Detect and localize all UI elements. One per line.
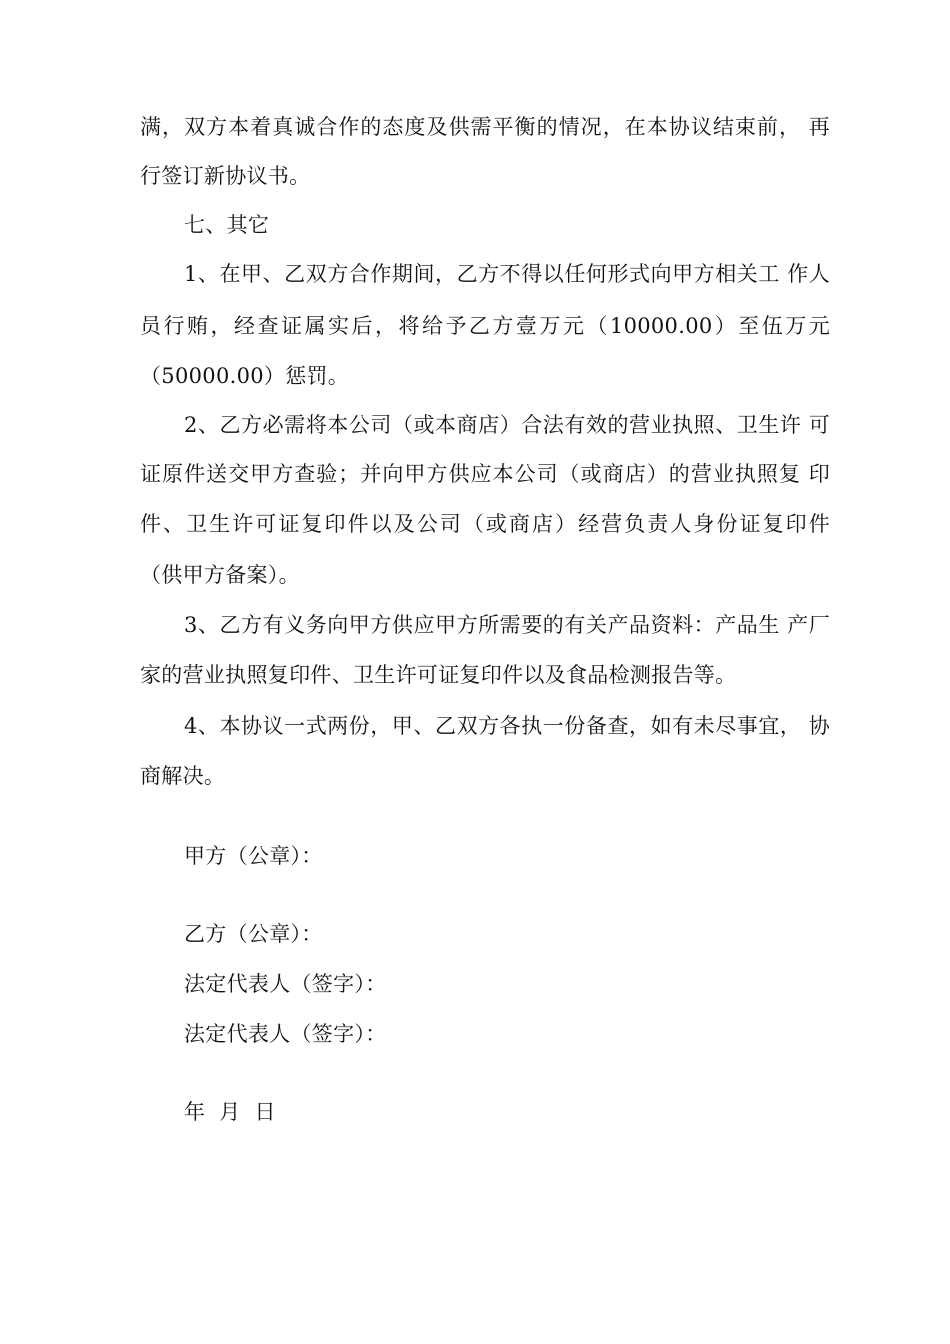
paragraph-line: 商解决。 <box>140 764 226 788</box>
paragraph-line: 证原件送交甲方查验；并向甲方供应本公司（或商店）的营业执照复 印 <box>140 462 830 486</box>
legal-representative-signature-label: 法定代表人（签字）： <box>184 1022 387 1046</box>
legal-representative-signature-label: 法定代表人（签字）： <box>184 972 387 996</box>
paragraph-line: 件、卫生许可证复印件以及公司（或商店）经营负责人身份证复印件 <box>140 512 830 536</box>
paragraph-line: 1、在甲、乙双方合作期间，乙方不得以任何形式向甲方相关工 作人 <box>184 262 830 286</box>
paragraph-line: 员行贿，经查证属实后，将给予乙方壹万元（10000.00）至伍万元 <box>140 314 830 338</box>
party-a-seal-label: 甲方（公章）： <box>184 844 323 868</box>
paragraph-line: 4、本协议一式两份，甲、乙双方各执一份备查，如有未尽事宜， 协 <box>184 714 830 738</box>
paragraph-line: （供甲方备案）。 <box>140 563 300 587</box>
section-heading: 七、其它 <box>184 213 270 237</box>
party-b-seal-label: 乙方（公章）： <box>184 922 323 946</box>
date-line: 年 月 日 <box>184 1100 276 1124</box>
paragraph-line: 满，双方本着真诚合作的态度及供需平衡的情况，在本协议结束前， 再 <box>140 115 830 139</box>
paragraph-line: （50000.00）惩罚。 <box>140 364 350 388</box>
paragraph-line: 3、乙方有义务向甲方供应甲方所需要的有关产品资料：产品生 产厂 <box>184 613 830 637</box>
paragraph-line: 家的营业执照复印件、卫生许可证复印件以及食品检测报告等。 <box>140 663 737 687</box>
paragraph-line: 行签订新协议书。 <box>140 164 311 188</box>
paragraph-line: 2、乙方必需将本公司（或本商店）合法有效的营业执照、卫生许 可 <box>184 413 830 437</box>
